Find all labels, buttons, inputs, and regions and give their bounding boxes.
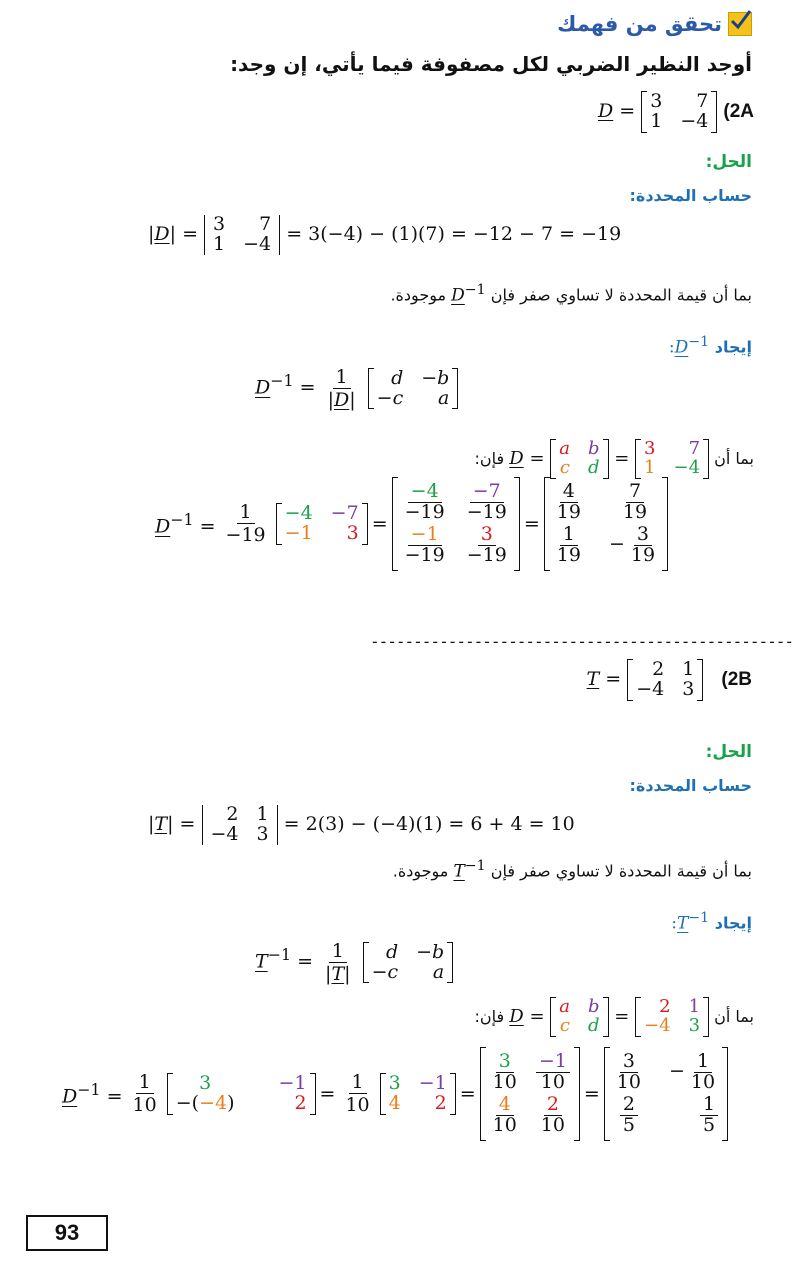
matrix-cell: d (391, 366, 404, 389)
matrix-cell: −4 (284, 501, 313, 524)
substitution-2b: D = a b c d = 2 1 −4 3 (509, 998, 709, 1036)
inverse-symbol: $D^{-1}$ (451, 282, 486, 306)
fraction-denominator: 10 (492, 1070, 517, 1093)
adjugate-formula (368, 366, 459, 409)
problem-2a-definition: D = 3 7 1 −4 (2A (597, 90, 754, 132)
matrix-name-d: D (154, 222, 170, 245)
matrix-cell: c (559, 1014, 570, 1036)
matrix-name-d: D (674, 337, 689, 358)
fraction-denominator: 19 (556, 543, 581, 566)
matrix-cell: −4 (636, 677, 665, 700)
matrix-cell: b (587, 996, 600, 1017)
solution-label-2a: الحل: (705, 152, 752, 172)
matrix-cell: 3 (346, 521, 359, 544)
check-understanding-header (557, 12, 752, 36)
matrix-name-d: D (333, 389, 350, 411)
adjugate-matrix (276, 501, 368, 544)
matrix-name-t: T (586, 667, 600, 690)
value-matrix (635, 998, 709, 1036)
letter-matrix (550, 998, 608, 1036)
find-inverse-heading-2b (671, 910, 752, 934)
determinant-heading-2a: حساب المحددة: (629, 186, 752, 205)
since-text: بما أن (714, 1006, 754, 1026)
fraction-numerator: 1 (694, 1052, 712, 1073)
general-formula-2b: $T^{-1}$ = $\frac{1}{|T|}$ d −b −c a (255, 940, 453, 985)
matrix-cell: b (587, 438, 600, 459)
matrix-cell: d (385, 940, 399, 963)
matrix-cell: −4 (210, 822, 239, 845)
fraction-numerator: 4 (496, 1095, 514, 1116)
checkmark-icon (728, 12, 752, 36)
matrix-cell: 1 (213, 232, 226, 255)
fraction: $\frac{1}{|D|}$ (327, 366, 356, 411)
matrix-cell: 3 (644, 438, 656, 459)
sign: − (668, 1060, 685, 1083)
inverse-result-2b: $D^{-1}$ = $\frac{1}{10}$ 3 −1 −(−4) 2 = $\frac{1}{10}$ 3 −1 4 2 = $\frac{3}{10}$ $\frac{-1}{10}$ $\frac{4}{10}$ $\frac{2}{10}$ = $\frac{3}{10}$ − $\frac{1}{10}$ $\frac{2}{5}$ $\frac{1}{5}$ (62, 1048, 728, 1140)
determinant-matrix-d (204, 215, 280, 255)
since-text: بما أن (714, 448, 754, 468)
final-matrix (604, 1048, 728, 1140)
fraction-numerator: 3 (478, 525, 496, 546)
matrix-cell: −4 (673, 456, 701, 478)
determinant-result: = 3(−4) − (1)(7) = −12 − 7 = −19 (286, 222, 622, 245)
sign: −( (175, 1091, 200, 1114)
since-statement-2a (475, 440, 754, 478)
matrix-cell: −b (416, 940, 445, 963)
matrix-cell: −c (371, 960, 399, 983)
inverse-symbol: $T^{-1}$ (453, 858, 486, 882)
matrix-cell: 3 (682, 677, 695, 700)
matrix-name-t: T (453, 861, 465, 882)
divided-matrix (480, 1048, 580, 1140)
problem-2b-definition: T = 2 1 −4 3 (2B (586, 658, 752, 700)
fraction-numerator: 3 (634, 525, 652, 546)
matrix-cell: −4 (243, 232, 272, 255)
adjugate-matrix-step1 (167, 1071, 316, 1114)
matrix-name-t: T (255, 950, 268, 973)
exists-statement-2b (393, 858, 752, 882)
fraction-denominator: 10 (616, 1070, 641, 1093)
find-inverse-heading-2a (669, 334, 752, 358)
matrix-cell: 1 (256, 803, 269, 825)
header-title: تحقق من فهمك (557, 12, 722, 36)
matrix-cell: −b (421, 366, 450, 389)
determinant-calc-2b: |T| = 2 1 −4 3 = 2(3) − (−4)(1) = 6 + 4 = 10 (148, 803, 575, 845)
matrix-cell (175, 1091, 235, 1114)
fraction: $\frac{1}{|T|}$ (325, 940, 351, 985)
separator-line: ------------------------------------------------- (370, 632, 794, 651)
matrix-cell: −4 (680, 109, 709, 132)
matrix-cell: 2 (652, 658, 665, 680)
matrix-cell: 2 (226, 803, 239, 825)
solution-label-2b: الحل: (705, 742, 752, 762)
matrix-name-t: T (154, 812, 168, 835)
matrix-cell: 3 (199, 1071, 212, 1094)
fraction-numerator: 1 (700, 1095, 718, 1116)
matrix-name-d: D (62, 1085, 78, 1108)
page-number: 93 (26, 1215, 108, 1251)
divided-matrix (392, 478, 520, 570)
matrix-cell: 3 (688, 1014, 701, 1036)
fraction-denominator: 5 (703, 1113, 716, 1136)
matrix-cell: a (559, 438, 570, 459)
fraction-numerator: 3 (620, 1052, 638, 1073)
fraction-denominator: 19 (556, 500, 581, 523)
fraction-denominator: 10 (540, 1070, 565, 1093)
matrix-cell: 2 (434, 1091, 447, 1114)
fraction-denominator: 10 (492, 1113, 517, 1136)
then-text: فإن: (474, 448, 505, 468)
determinant-heading-2b: حساب المحددة: (629, 776, 752, 795)
adjugate-matrix-step2 (380, 1071, 456, 1114)
matrix-cell: 1 (682, 658, 695, 680)
fraction-numerator: 4 (560, 482, 578, 503)
fraction-denominator: 5 (622, 1113, 635, 1136)
matrix-name-d: D (451, 285, 465, 306)
final-matrix (544, 478, 668, 570)
matrix-cell: 7 (696, 90, 709, 112)
problem-2a-label: (2A (723, 100, 754, 122)
general-formula-2a: $D^{-1}$ = $\frac{1}{|D|}$ d −b −c a (255, 366, 458, 411)
matrix-cell: 3 (213, 213, 226, 235)
matrix-cell: −c (376, 386, 404, 409)
substitution-2a: D = a b c d = 3 7 1 −4 (509, 440, 709, 478)
fraction-numerator: 7 (626, 482, 644, 503)
adjugate-formula (363, 940, 454, 983)
sign: − (608, 533, 625, 556)
matrix-cell: 1 (688, 996, 701, 1017)
matrix-cell: 2 (294, 1091, 307, 1114)
matrix-name-d: D (255, 376, 271, 399)
find-label: إيجاد (714, 337, 752, 357)
fraction-denominator: −19 (225, 524, 266, 547)
matrix-cell: 1 (644, 456, 656, 478)
problem-2b-label: (2B (721, 668, 752, 690)
matrix-cell: 7 (259, 213, 272, 235)
since-statement-2b (475, 998, 754, 1036)
determinant-matrix-t (202, 805, 278, 845)
matrix-cell: −1 (418, 1071, 447, 1094)
matrix-cell: −7 (330, 501, 359, 524)
matrix-name-d: D (509, 1005, 524, 1027)
determinant-calc-2a: |D| = 3 7 1 −4 = 3(−4) − (1)(7) = −12 − 7 = −19 (148, 213, 622, 255)
value: −4 (199, 1091, 228, 1114)
value-matrix (635, 440, 709, 478)
matrix-cell: 2 (659, 996, 671, 1017)
matrix-name-d: D (509, 447, 524, 469)
matrix-cell: a (432, 960, 445, 983)
exists-text: موجودة. (392, 861, 449, 881)
then-text: فإن: (474, 1006, 505, 1026)
matrix-cell: 7 (688, 438, 701, 459)
exists-statement-2a (390, 282, 752, 306)
matrix-cell: −4 (644, 1014, 671, 1036)
fraction-denominator: 19 (630, 543, 656, 566)
fraction-numerator: −7 (470, 482, 504, 503)
matrix-name-d: D (597, 99, 614, 122)
fraction-denominator: 10 (540, 1113, 565, 1136)
sign: ) (227, 1091, 235, 1114)
instruction-text: أوجد النظير الضربي لكل مصفوفة فيما يأتي، إن وجد: (230, 52, 752, 76)
fraction-numerator: −1 (536, 1052, 570, 1073)
fraction-denominator: 19 (622, 500, 648, 523)
exists-text: بما أن قيمة المحددة لا تساوي صفر فإن (490, 285, 752, 305)
matrix-cell: c (559, 456, 570, 478)
matrix-cell: d (587, 456, 600, 478)
fraction-denominator: 10 (345, 1094, 370, 1117)
fraction-numerator: −4 (408, 482, 442, 503)
matrix-cell: 3 (388, 1071, 401, 1094)
determinant-result: = 2(3) − (−4)(1) = 6 + 4 = 10 (283, 812, 575, 835)
matrix-cell: a (438, 386, 450, 409)
fraction-numerator: 2 (544, 1095, 562, 1116)
matrix-d (641, 92, 717, 132)
fraction-numerator: −1 (408, 525, 442, 546)
fraction-numerator: 3 (496, 1052, 514, 1073)
matrix-cell: −1 (284, 521, 313, 544)
inverse-symbol: $:T^{-1}$ (671, 910, 710, 934)
matrix-cell: a (559, 996, 570, 1017)
fraction: $\frac{1}{-19}$ (223, 501, 269, 546)
letter-matrix (550, 440, 608, 478)
fraction-denominator: 10 (132, 1094, 157, 1117)
matrix-cell: 3 (650, 90, 663, 112)
fraction-denominator: 10 (690, 1070, 716, 1093)
matrix-name-t: T (331, 963, 345, 985)
fraction-denominator: −19 (404, 500, 445, 523)
matrix-name-d: D (155, 515, 171, 538)
fraction-denominator: −19 (466, 500, 507, 523)
fraction-numerator: 2 (620, 1095, 638, 1116)
find-label: إيجاد (714, 913, 752, 933)
matrix-cell: 4 (388, 1091, 401, 1114)
fraction-denominator: −19 (466, 543, 507, 566)
matrix-cell: −1 (278, 1071, 307, 1094)
fraction-denominator: −19 (404, 543, 445, 566)
inverse-symbol: $:D^{-1}$ (668, 334, 710, 358)
matrix-t (627, 660, 703, 700)
exists-text: موجودة. (390, 285, 447, 305)
matrix-cell: 3 (256, 822, 269, 845)
fraction-numerator: 1 (560, 525, 578, 546)
matrix-name-t: T (676, 913, 689, 934)
inverse-result-2a: $D^{-1}$ = $\frac{1}{-19}$ −4 −7 −1 3 = $\frac{-4}{-19}$ $\frac{-7}{-19}$ $\frac{-1}{-19}$ $\frac{3}{-19}$ = $\frac{4}{19}$ $\frac{7}{19}$ $\frac{1}{19}$ − $\frac{3}{19}$ (155, 478, 668, 570)
matrix-cell: 1 (650, 109, 663, 132)
exists-text: بما أن قيمة المحددة لا تساوي صفر فإن (490, 861, 752, 881)
matrix-cell: d (587, 1014, 600, 1036)
